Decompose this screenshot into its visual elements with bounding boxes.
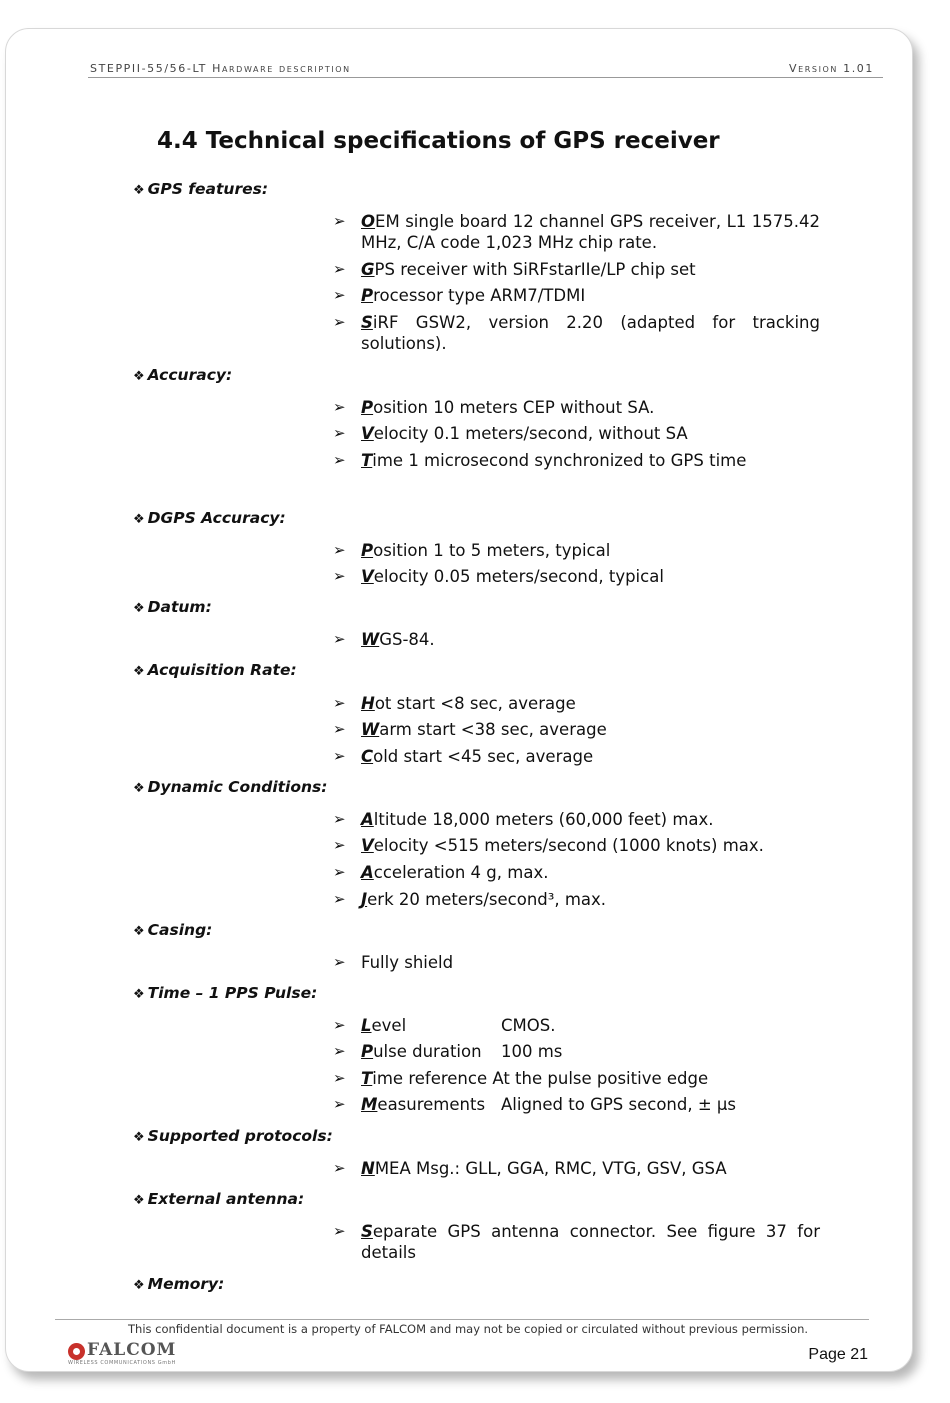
- diamond-cross-icon: ❖: [133, 987, 145, 1002]
- section-label: External antenna:: [147, 1190, 305, 1208]
- arrowhead-icon: ➢: [333, 260, 346, 278]
- diamond-cross-icon: ❖: [133, 1278, 145, 1293]
- falcom-logo-icon: [68, 1343, 85, 1360]
- list-item: Pulse duration 100 ms: [361, 1042, 563, 1061]
- arrowhead-icon: ➢: [333, 836, 346, 854]
- arrowhead-icon: ➢: [333, 451, 346, 469]
- section-casing: [133, 921, 212, 939]
- section-label: GPS features:: [147, 180, 269, 198]
- section-external-antenna: [133, 1190, 304, 1208]
- page-number: Page 21: [808, 1346, 868, 1363]
- list-item: Processor type ARM7/TDMI: [361, 286, 586, 305]
- arrowhead-icon: ➢: [333, 1069, 346, 1087]
- arrowhead-icon: ➢: [333, 890, 346, 908]
- list-item: Time reference At the pulse positive edge: [361, 1069, 709, 1088]
- section-label: Acquisition Rate:: [147, 661, 297, 679]
- list-item: Jerk 20 meters/second³, max.: [361, 890, 607, 909]
- header-title: STEPPII-55/56-LT Hardware description: [90, 62, 351, 75]
- list-item: Warm start <38 sec, average: [361, 720, 607, 739]
- diamond-cross-icon: ❖: [133, 664, 145, 679]
- section-label: Accuracy:: [147, 366, 233, 384]
- arrowhead-icon: ➢: [333, 1016, 346, 1034]
- page-title: 4.4 Technical specifications of GPS receiver: [157, 128, 720, 154]
- diamond-cross-icon: ❖: [133, 924, 145, 939]
- section-memory: [133, 1275, 224, 1293]
- list-item: OEM single board 12 channel GPS receiver, L1 1575.42 MHz, C/A code 1,023 MHz chip rate.: [361, 212, 820, 252]
- section-acquisition-rate: [133, 661, 297, 679]
- list-item: Velocity 0.1 meters/second, without SA: [361, 424, 688, 443]
- list-item: NMEA Msg.: GLL, GGA, RMC, VTG, GSV, GSA: [361, 1159, 727, 1178]
- section-time-pps: [133, 984, 317, 1002]
- section-label: Memory:: [147, 1275, 225, 1293]
- section-dynamic-conditions: [133, 778, 327, 796]
- arrowhead-icon: ➢: [333, 541, 346, 559]
- section-label: Supported protocols:: [147, 1127, 333, 1145]
- arrowhead-icon: ➢: [333, 424, 346, 442]
- section-dgps-accuracy: [133, 509, 286, 527]
- confidential-notice: This confidential document is a property of FALCOM and may not be copied or circulated without previous permission.: [128, 1322, 809, 1336]
- arrowhead-icon: ➢: [333, 212, 346, 230]
- header-version: Version 1.01: [788, 62, 874, 75]
- arrowhead-icon: ➢: [333, 1222, 346, 1240]
- diamond-cross-icon: ❖: [133, 601, 145, 616]
- logo-subtext: WIRELESS COMMUNICATIONS GmbH: [68, 1360, 176, 1366]
- arrowhead-icon: ➢: [333, 313, 346, 331]
- arrowhead-icon: ➢: [333, 953, 346, 971]
- arrowhead-icon: ➢: [333, 1095, 346, 1113]
- list-item: GPS receiver with SiRFstarIIe/LP chip set: [361, 260, 696, 279]
- list-item: Measurements Aligned to GPS second, ± µs: [361, 1095, 737, 1114]
- arrowhead-icon: ➢: [333, 398, 346, 416]
- section-label: Casing:: [147, 921, 213, 939]
- arrowhead-icon: ➢: [333, 630, 346, 648]
- footer-rule: [55, 1319, 869, 1320]
- list-item: Acceleration 4 g, max.: [361, 863, 549, 882]
- arrowhead-icon: ➢: [333, 1159, 346, 1177]
- list-item: Velocity <515 meters/second (1000 knots) max.: [361, 836, 764, 855]
- diamond-cross-icon: ❖: [133, 369, 145, 384]
- arrowhead-icon: ➢: [333, 567, 346, 585]
- list-item: Hot start <8 sec, average: [361, 694, 576, 713]
- list-item: Altitude 18,000 meters (60,000 feet) max.: [361, 810, 714, 829]
- diamond-cross-icon: ❖: [133, 183, 145, 198]
- diamond-cross-icon: ❖: [133, 1130, 145, 1145]
- diamond-cross-icon: ❖: [133, 512, 145, 527]
- list-item: Cold start <45 sec, average: [361, 747, 594, 766]
- section-label: Datum:: [147, 598, 212, 616]
- arrowhead-icon: ➢: [333, 286, 346, 304]
- arrowhead-icon: ➢: [333, 810, 346, 828]
- arrowhead-icon: ➢: [333, 720, 346, 738]
- arrowhead-icon: ➢: [333, 694, 346, 712]
- list-item: Separate GPS antenna connector. See figure 37 for details: [361, 1222, 820, 1262]
- section-label: Time – 1 PPS Pulse:: [147, 984, 318, 1002]
- section-datum: [133, 598, 212, 616]
- list-item: Level CMOS.: [361, 1016, 556, 1035]
- list-item: SiRF GSW2, version 2.20 (adapted for tracking solutions).: [361, 313, 820, 353]
- section-label: Dynamic Conditions:: [147, 778, 328, 796]
- list-item: Position 10 meters CEP without SA.: [361, 398, 655, 417]
- list-item: Velocity 0.05 meters/second, typical: [361, 567, 664, 586]
- header-rule: [88, 77, 883, 78]
- arrowhead-icon: ➢: [333, 1042, 346, 1060]
- diamond-cross-icon: ❖: [133, 781, 145, 796]
- list-item: Fully shield: [361, 953, 454, 972]
- section-supported-protocols: [133, 1127, 333, 1145]
- arrowhead-icon: ➢: [333, 747, 346, 765]
- list-item: Position 1 to 5 meters, typical: [361, 541, 611, 560]
- section-accuracy: [133, 366, 232, 384]
- section-gps-features: [133, 180, 268, 198]
- list-item: Time 1 microsecond synchronized to GPS time: [361, 451, 747, 470]
- list-item: WGS-84.: [361, 630, 435, 649]
- logo-text: FALCOM: [87, 1340, 177, 1360]
- arrowhead-icon: ➢: [333, 863, 346, 881]
- section-label: DGPS Accuracy:: [147, 509, 286, 527]
- diamond-cross-icon: ❖: [133, 1193, 145, 1208]
